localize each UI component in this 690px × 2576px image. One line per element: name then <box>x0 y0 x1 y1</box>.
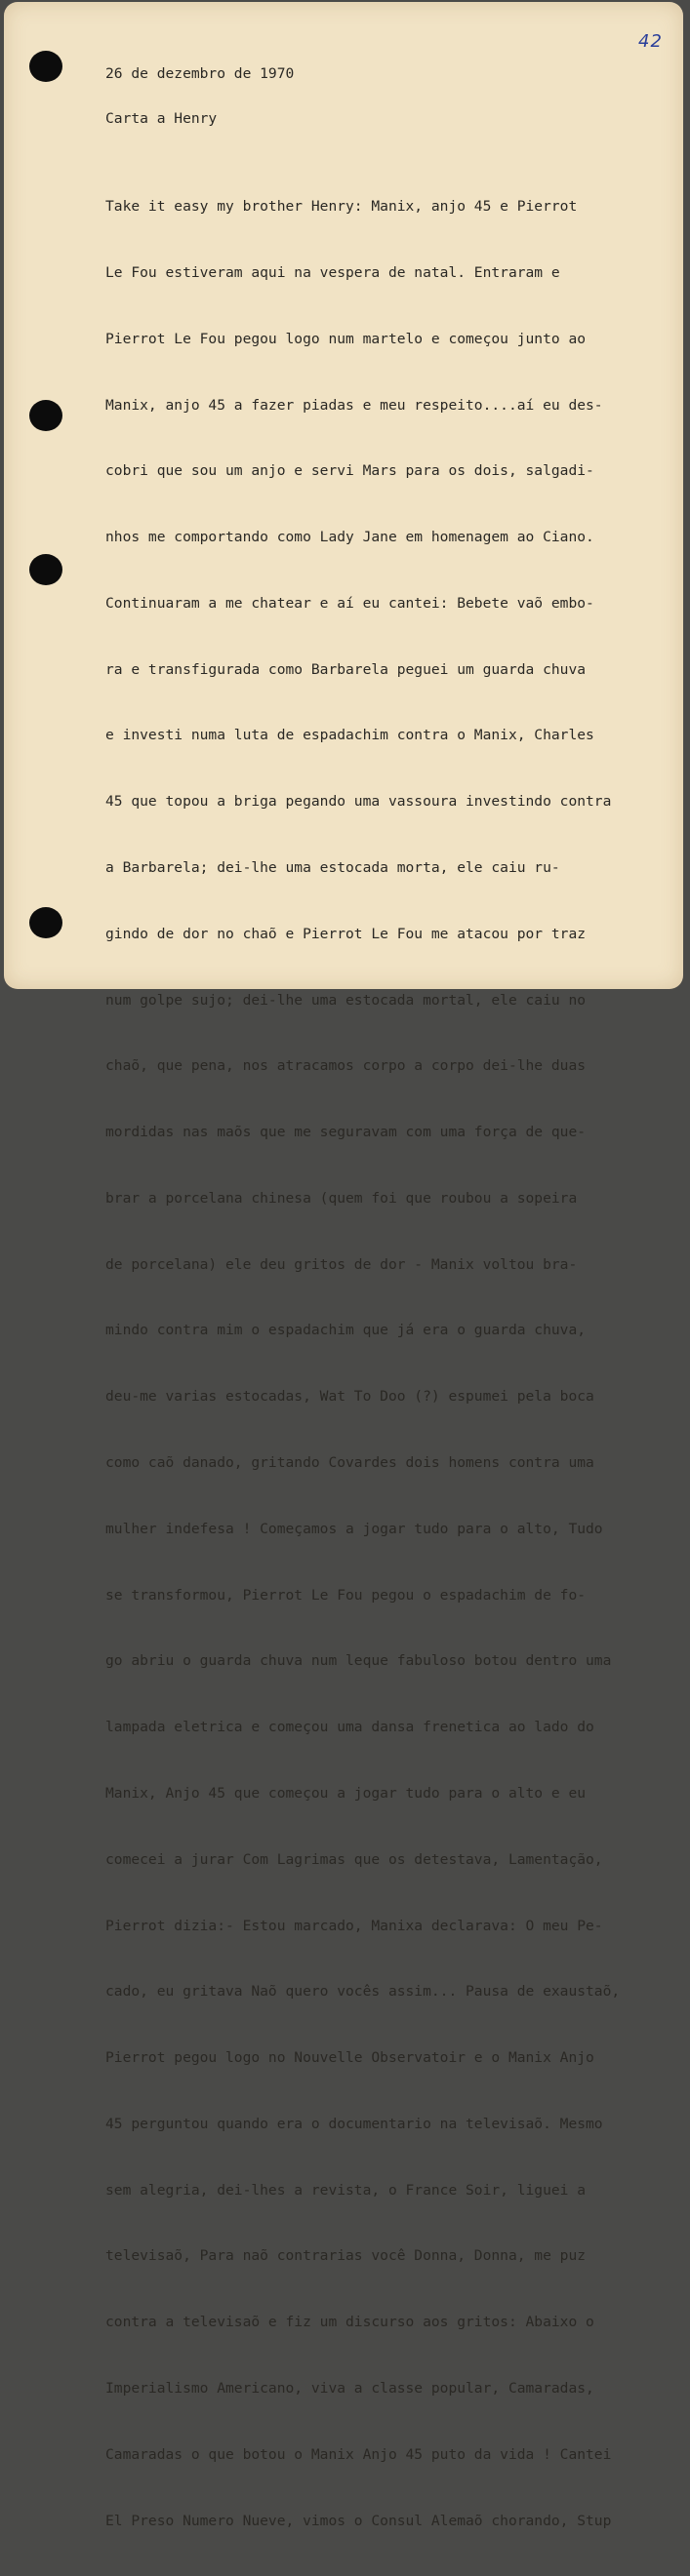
text-line: cado, eu gritava Naõ quero vocês assim... Pausa de exaustaõ, <box>105 1983 621 2001</box>
text-line: num golpe sujo; dei-lhe uma estocada mortal, ele caiu no <box>105 991 587 1009</box>
text-line: Pierrot dizia:- Estou marcado, Manixa declarava: O meu Pe- <box>105 1917 603 1934</box>
letter-date: 26 de dezembro de 1970 <box>105 65 295 82</box>
text-line: mindo contra mim o espadachim que já era o guarda chuva, <box>105 1322 587 1339</box>
text-line: comecei a jurar Com Lagrimas que os detestava, Lamentação, <box>105 1850 603 1868</box>
text-line: Manix, anjo 45 a fazer piadas e meu respeito....aí eu des- <box>105 396 603 414</box>
text-line: chaõ, que pena, nos atracamos corpo a corpo dei-lhe duas <box>105 1057 587 1075</box>
text-line: Pierrot pegou logo no Nouvelle Observatoir e o Manix Anjo <box>105 2049 594 2067</box>
letter-greeting: Carta a Henry <box>105 110 218 127</box>
letter-body <box>105 152 620 2576</box>
punch-hole-icon <box>29 554 62 585</box>
text-line: 45 que topou a briga pegando uma vassoura investindo contra <box>105 793 612 811</box>
text-line: Continuaram a me chatear e aí eu cantei: Bebete vaõ embo- <box>105 594 594 612</box>
text-line: televisaõ, Para naõ contrarias você Donna, Donna, me puz <box>105 2247 587 2265</box>
punch-hole-icon <box>29 400 62 431</box>
text-line: se transformou, Pierrot Le Fou pegou o espadachim de fo- <box>105 1586 587 1604</box>
text-line: go abriu o guarda chuva num leque fabuloso botou dentro uma <box>105 1652 612 1670</box>
text-line: Imperialismo Americano, viva a classe popular, Camaradas, <box>105 2379 594 2397</box>
text-line: sem alegria, dei-lhes a revista, o France Soir, liguei a <box>105 2181 587 2199</box>
text-line: a Barbarela; dei-lhe uma estocada morta, ele caiu ru- <box>105 859 560 876</box>
text-line: ra e transfigurada como Barbarela peguei um guarda chuva <box>105 660 587 678</box>
text-line: contra a televisaõ e fiz um discurso aos gritos: Abaixo o <box>105 2314 594 2331</box>
text-line: gindo de dor no chaõ e Pierrot Le Fou me atacou por traz <box>105 925 587 942</box>
text-line: mulher indefesa ! Começamos a jogar tudo para o alto, Tudo <box>105 1520 603 1537</box>
handwritten-page-number: 42 <box>638 31 663 52</box>
text-line: de porcelana) ele deu gritos de dor - Manix voltou bra- <box>105 1255 578 1273</box>
text-line: 45 perguntou quando era o documentario na televisaõ. Mesmo <box>105 2115 603 2132</box>
text-line: Le Fou estiveram aqui na vespera de natal. Entraram e <box>105 263 560 281</box>
punch-hole-icon <box>29 51 62 82</box>
text-line: Pierrot Le Fou pegou logo num martelo e começou junto ao <box>105 330 587 347</box>
text-line: Manix, Anjo 45 que começou a jogar tudo para o alto e eu <box>105 1784 587 1802</box>
text-line: como caõ danado, gritando Covardes dois homens contra uma <box>105 1454 594 1472</box>
text-line: deu-me varias estocadas, Wat To Doo (?) espumei pela boca <box>105 1388 594 1406</box>
text-line: Take it easy my brother Henry: Manix, anjo 45 e Pierrot <box>105 198 578 216</box>
text-line: El Preso Numero Nueve, vimos o Consul Alemaõ chorando, Stup <box>105 2512 612 2529</box>
punch-hole-icon <box>29 907 62 938</box>
text-line: Camaradas o que botou o Manix Anjo 45 puto da vida ! Cantei <box>105 2445 612 2463</box>
text-line: mordidas nas maõs que me seguravam com uma força de que- <box>105 1124 587 1141</box>
text-line: cobri que sou um anjo e servi Mars para os dois, salgadi- <box>105 462 594 480</box>
typewritten-page <box>4 2 683 2529</box>
text-line: e investi numa luta de espadachim contra o Manix, Charles <box>105 727 594 744</box>
text-line: lampada eletrica e começou uma dansa frenetica ao lado do <box>105 1719 594 1736</box>
text-line: brar a porcelana chinesa (quem foi que roubou a sopeira <box>105 1189 578 1207</box>
text-line: nhos me comportando como Lady Jane em homenagem ao Ciano. <box>105 529 594 546</box>
